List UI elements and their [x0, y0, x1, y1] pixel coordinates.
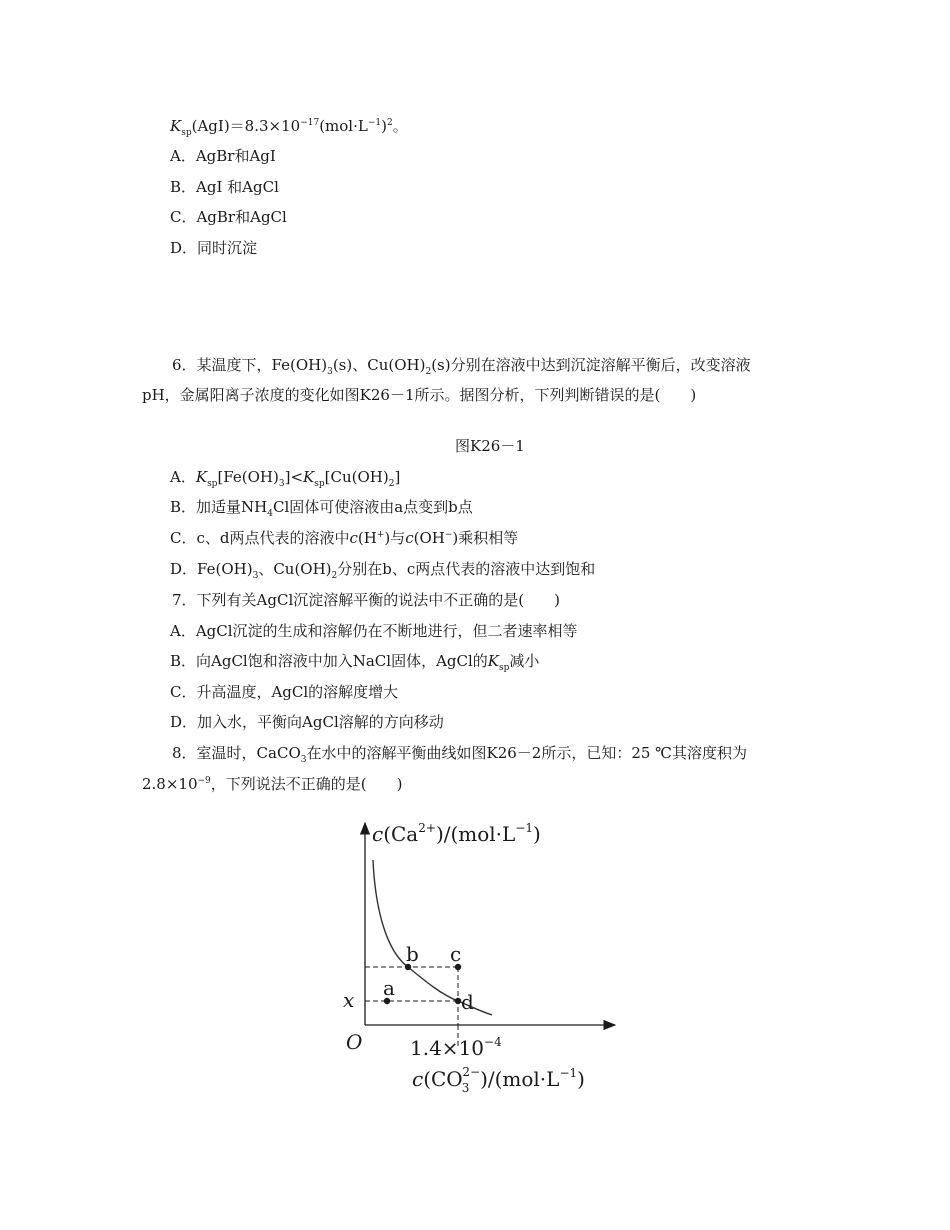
subscript: 3 — [327, 367, 333, 377]
ksp-agi-unit-exponent: −1 — [367, 118, 382, 128]
ksp-symbol: K — [303, 468, 315, 486]
ksp-agi-close: ) — [381, 117, 387, 135]
q5-option-b: B．AgI 和AgCl — [170, 178, 279, 196]
subscript: 2 — [331, 571, 338, 581]
q6-option-b — [170, 497, 473, 517]
ksp-agi-power: 2 — [386, 118, 393, 128]
option-part: D．Fe(OH) — [170, 560, 253, 578]
point-label-a: a — [383, 976, 395, 1000]
option-part: [Cu(OH) — [324, 468, 389, 486]
sp-subscript: sp — [181, 128, 192, 138]
q8-stem-part: 8．室温时，CaCO — [172, 744, 301, 762]
q5-option-a: A．AgBr和AgI — [170, 147, 276, 165]
concentration-symbol: c — [349, 529, 358, 547]
option-part: 减小 — [509, 652, 540, 670]
option-part: ] — [394, 468, 401, 486]
q5-option-c: C．AgBr和AgCl — [170, 208, 287, 226]
ksp-symbol: K — [195, 468, 208, 486]
y-tick-label-x: x — [343, 988, 355, 1012]
sp-subscript: sp — [314, 479, 325, 489]
q5-option-d: D．同时沉淀 — [170, 239, 258, 257]
option-part: 分别在b、c两点代表的溶液中达到饱和 — [337, 560, 596, 578]
q7-option-d: D．加入水，平衡向AgCl溶解的方向移动 — [170, 713, 444, 731]
option-part: )与 — [384, 529, 406, 547]
option-part: Cl固体可使溶液由a点变到b点 — [272, 498, 473, 516]
q6-option-d — [170, 559, 595, 579]
subscript: 2 — [388, 479, 395, 489]
x-axis-label: $c(CO32-)/(mol\cdot L^{-1})$ — [412, 1065, 585, 1095]
option-part: C．c、d两点代表的溶液中 — [170, 529, 350, 547]
q6-stem-part: (s)分别在溶液中达到沉淀溶解平衡后，改变溶液 — [431, 356, 751, 374]
option-part: A． — [170, 468, 196, 486]
sp-subscript: sp — [207, 479, 218, 489]
q7-option-c: C．升高温度，AgCl的溶解度增大 — [170, 683, 399, 701]
option-part: ]< — [284, 468, 304, 486]
q6-option-c — [170, 528, 518, 548]
option-part: B．加适量NH — [170, 498, 268, 516]
ksp-agi-value: (AgI)＝8.3×10 — [191, 117, 301, 135]
superscript: + — [376, 530, 385, 540]
ksp-agi-end: 。 — [392, 117, 408, 135]
ksp-agi-exponent: −17 — [300, 118, 320, 128]
q6-figure-caption: 图K26－1 — [455, 437, 525, 455]
option-part: B．向AgCl饱和溶液中加入NaCl固体，AgCl的 — [170, 652, 488, 670]
solubility-curve-figure — [330, 815, 630, 1100]
q7-option-a: A．AgCl沉淀的生成和溶解仍在不断地进行，但二者速率相等 — [170, 622, 578, 640]
subscript: 3 — [252, 571, 259, 581]
point-label-c: c — [450, 942, 462, 966]
ksp-symbol: K — [487, 652, 500, 670]
q8-stem-line1 — [172, 743, 747, 763]
q7-stem: 7．下列有关AgCl沉淀溶解平衡的说法中不正确的是( ) — [172, 591, 560, 609]
point-label-d: d — [461, 990, 474, 1014]
q7-option-b — [170, 651, 539, 671]
q6-stem-part: 6．某温度下，Fe(OH) — [172, 356, 328, 374]
superscript: −9 — [197, 776, 211, 786]
q6-stem-part: (s)、Cu(OH) — [332, 356, 426, 374]
q6-stem-line2: pH，金属阳离子浓度的变化如图K26－1所示。据图分析，下列判断错误的是( ) — [142, 386, 697, 404]
option-part: (H — [357, 529, 377, 547]
q8-stem-line2 — [142, 774, 403, 794]
ksp-symbol: K — [170, 117, 182, 135]
q8-stem-part: ，下列说法不正确的是( ) — [210, 775, 403, 793]
superscript: − — [444, 530, 453, 540]
subscript: 2 — [425, 367, 432, 377]
option-part: [Fe(OH) — [217, 468, 279, 486]
ksp-agi-line — [170, 116, 408, 136]
option-part: 、Cu(OH) — [258, 560, 332, 578]
subscript: 3 — [278, 479, 285, 489]
origin-label: O — [346, 1030, 363, 1054]
x-tick-label: $1.4\times 10^{-4}$ — [410, 1035, 502, 1060]
option-part: )乘积相等 — [452, 529, 519, 547]
subscript: 4 — [267, 509, 273, 519]
q6-option-a — [170, 467, 400, 487]
concentration-symbol: c — [405, 529, 414, 547]
subscript: 3 — [300, 755, 307, 765]
q6-stem-line1 — [172, 355, 751, 375]
point-label-b: b — [406, 942, 419, 966]
q8-stem-part: 在水中的溶解平衡曲线如图K26－2所示，已知：25 ℃其溶度积为 — [306, 744, 747, 762]
y-axis-label: $c(Ca^{2+})/(mol\cdot L^{-1})$ — [372, 821, 541, 846]
q8-stem-part: 2.8×10 — [142, 775, 198, 793]
ksp-agi-unit: (mol·L — [319, 117, 368, 135]
sp-subscript: sp — [499, 663, 510, 673]
option-part: (OH — [413, 529, 445, 547]
